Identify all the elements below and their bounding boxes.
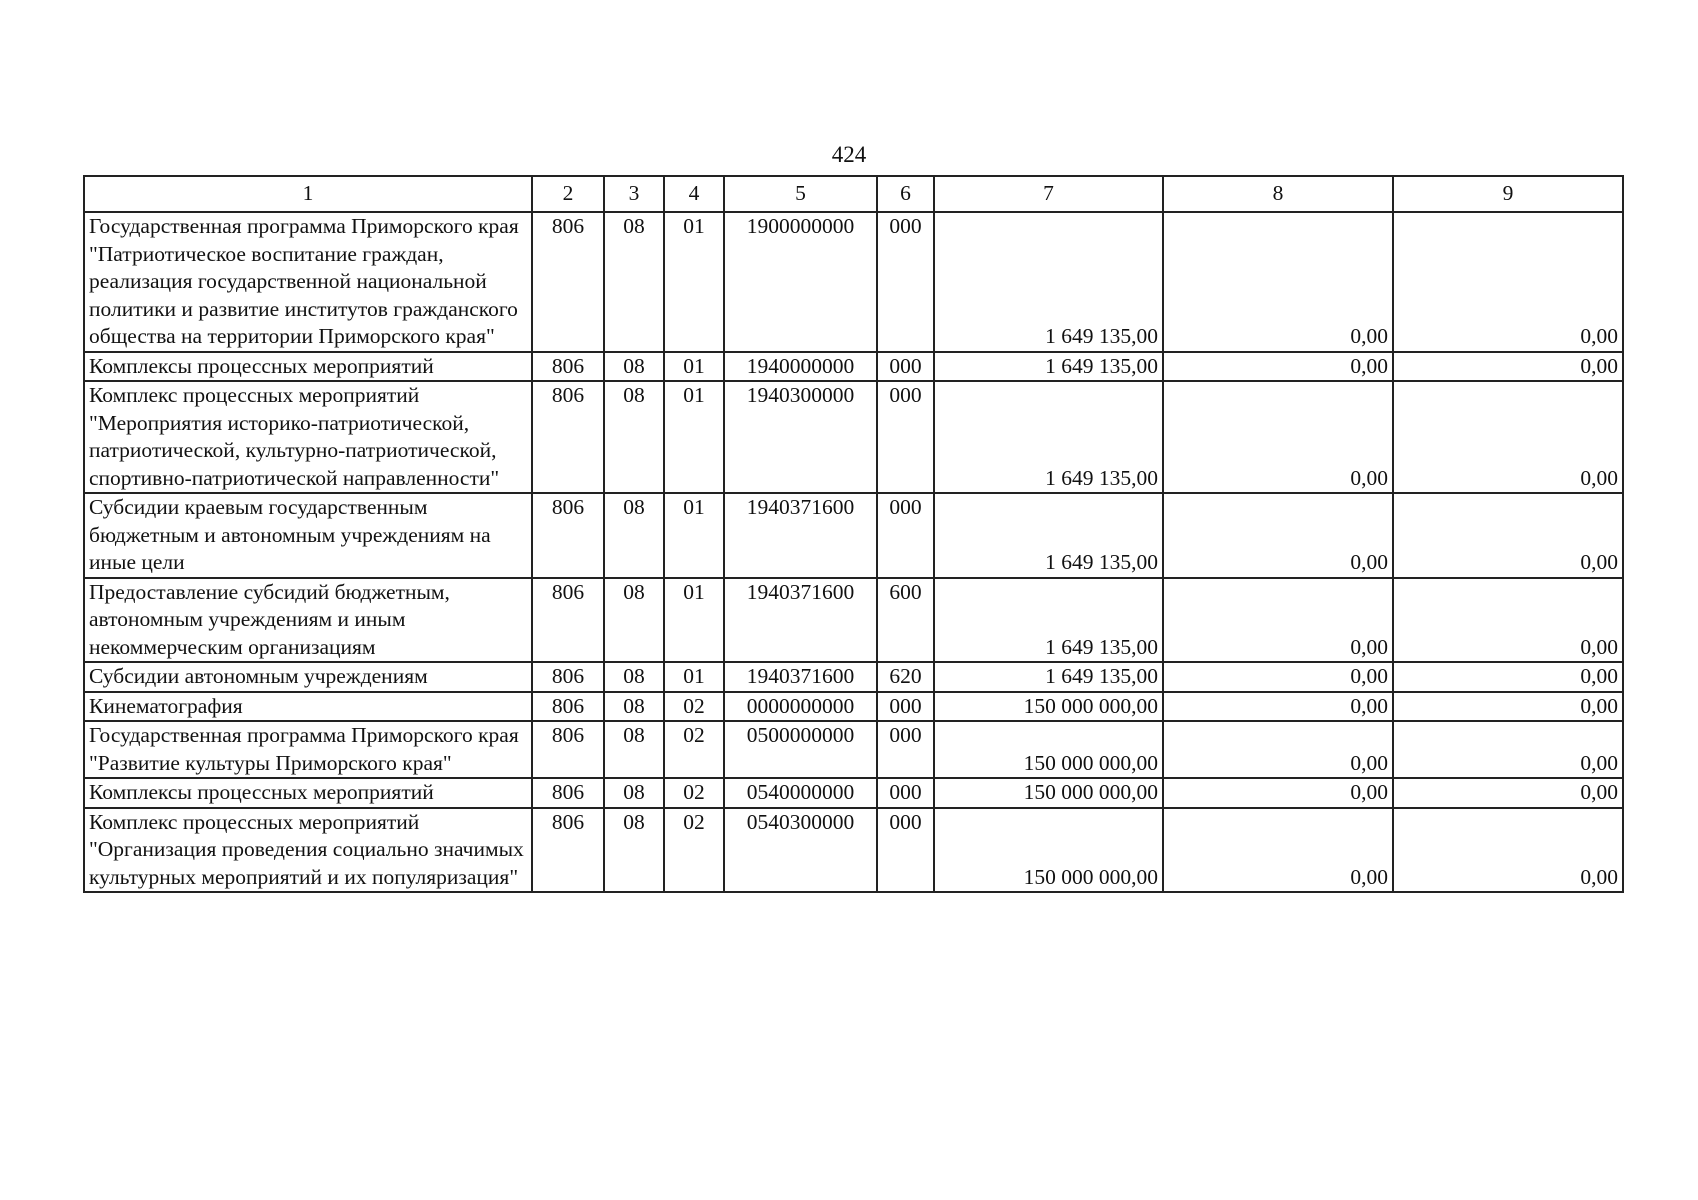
section-code-cell: 08 [604,352,664,382]
column-header-3: 3 [604,176,664,212]
amount-col9-cell: 0,00 [1393,692,1623,722]
row-name-cell: Государственная программа Приморского края "Развитие культуры Приморского края" [84,721,532,778]
amount-col7-cell: 150 000 000,00 [934,808,1163,893]
section-code-cell: 08 [604,662,664,692]
section-code-cell: 08 [604,808,664,893]
subsection-code-cell: 01 [664,662,724,692]
expense-type-cell: 000 [877,352,934,382]
amount-col7-cell: 1 649 135,00 [934,212,1163,352]
admin-code-cell: 806 [532,778,604,808]
amount-col8-cell: 0,00 [1163,493,1393,578]
table-row [84,692,1623,722]
amount-col7-cell: 1 649 135,00 [934,381,1163,493]
subsection-code-cell: 01 [664,493,724,578]
table-row [84,493,1623,578]
target-article-cell: 0540300000 [724,808,877,893]
expense-type-cell: 000 [877,721,934,778]
subsection-code-cell: 01 [664,352,724,382]
admin-code-cell: 806 [532,381,604,493]
amount-col8-cell: 0,00 [1163,808,1393,893]
expense-type-cell: 000 [877,212,934,352]
section-code-cell: 08 [604,212,664,352]
admin-code-cell: 806 [532,212,604,352]
amount-col8-cell: 0,00 [1163,692,1393,722]
column-header-7: 7 [934,176,1163,212]
subsection-code-cell: 01 [664,578,724,663]
section-code-cell: 08 [604,381,664,493]
subsection-code-cell: 02 [664,808,724,893]
section-code-cell: 08 [604,578,664,663]
subsection-code-cell: 02 [664,692,724,722]
row-name-cell: Комплексы процессных мероприятий [84,778,532,808]
subsection-code-cell: 02 [664,721,724,778]
amount-col9-cell: 0,00 [1393,721,1623,778]
amount-col7-cell: 1 649 135,00 [934,352,1163,382]
row-name-cell: Предоставление субсидий бюджетным, автономным учреждениям и иным некоммерческим организациям [84,578,532,663]
admin-code-cell: 806 [532,692,604,722]
table-row [84,721,1623,778]
admin-code-cell: 806 [532,352,604,382]
expense-type-cell: 620 [877,662,934,692]
expense-type-cell: 000 [877,692,934,722]
target-article-cell: 1940371600 [724,662,877,692]
amount-col8-cell: 0,00 [1163,352,1393,382]
column-header-6: 6 [877,176,934,212]
row-name-cell: Кинематография [84,692,532,722]
subsection-code-cell: 01 [664,381,724,493]
column-header-4: 4 [664,176,724,212]
amount-col7-cell: 150 000 000,00 [934,721,1163,778]
subsection-code-cell: 01 [664,212,724,352]
row-name-cell: Субсидии автономным учреждениям [84,662,532,692]
table-row [84,381,1623,493]
table-row [84,662,1623,692]
column-header-5: 5 [724,176,877,212]
target-article-cell: 0540000000 [724,778,877,808]
subsection-code-cell: 02 [664,778,724,808]
target-article-cell: 0000000000 [724,692,877,722]
amount-col7-cell: 150 000 000,00 [934,778,1163,808]
amount-col8-cell: 0,00 [1163,578,1393,663]
target-article-cell: 1900000000 [724,212,877,352]
row-name-cell: Комплексы процессных мероприятий [84,352,532,382]
amount-col9-cell: 0,00 [1393,352,1623,382]
amount-col9-cell: 0,00 [1393,381,1623,493]
admin-code-cell: 806 [532,808,604,893]
amount-col7-cell: 1 649 135,00 [934,578,1163,663]
row-name-cell: Субсидии краевым государственным бюджетным и автономным учреждениям на иные цели [84,493,532,578]
column-header-9: 9 [1393,176,1623,212]
section-code-cell: 08 [604,721,664,778]
amount-col7-cell: 150 000 000,00 [934,692,1163,722]
table-header-row [84,176,1623,212]
amount-col9-cell: 0,00 [1393,493,1623,578]
expense-type-cell: 000 [877,381,934,493]
amount-col9-cell: 0,00 [1393,808,1623,893]
row-name-cell: Государственная программа Приморского края "Патриотическое воспитание граждан, реализация государственной национальной политики и развитие институтов гражданского общества на территории Приморского края" [84,212,532,352]
section-code-cell: 08 [604,493,664,578]
row-name-cell: Комплекс процессных мероприятий "Мероприятия историко-патриотической, патриотической, культурно-патриотической, спортивно-патриотической направленности" [84,381,532,493]
table-row [84,808,1623,893]
table-row [84,578,1623,663]
target-article-cell: 1940300000 [724,381,877,493]
amount-col9-cell: 0,00 [1393,212,1623,352]
column-header-1: 1 [84,176,532,212]
amount-col8-cell: 0,00 [1163,662,1393,692]
admin-code-cell: 806 [532,721,604,778]
target-article-cell: 0500000000 [724,721,877,778]
amount-col9-cell: 0,00 [1393,578,1623,663]
table-row [84,212,1623,352]
table-row [84,352,1623,382]
amount-col8-cell: 0,00 [1163,721,1393,778]
expense-type-cell: 000 [877,778,934,808]
table-row [84,778,1623,808]
column-header-2: 2 [532,176,604,212]
target-article-cell: 1940371600 [724,578,877,663]
page-number: 424 [831,142,867,167]
column-header-8: 8 [1163,176,1393,212]
expense-type-cell: 600 [877,578,934,663]
admin-code-cell: 806 [532,493,604,578]
admin-code-cell: 806 [532,578,604,663]
budget-table [83,175,1624,893]
target-article-cell: 1940371600 [724,493,877,578]
row-name-cell: Комплекс процессных мероприятий "Организация проведения социально значимых культурных мероприятий и их популяризация" [84,808,532,893]
target-article-cell: 1940000000 [724,352,877,382]
amount-col7-cell: 1 649 135,00 [934,493,1163,578]
amount-col9-cell: 0,00 [1393,662,1623,692]
admin-code-cell: 806 [532,662,604,692]
amount-col8-cell: 0,00 [1163,212,1393,352]
expense-type-cell: 000 [877,808,934,893]
section-code-cell: 08 [604,778,664,808]
section-code-cell: 08 [604,692,664,722]
amount-col8-cell: 0,00 [1163,778,1393,808]
amount-col9-cell: 0,00 [1393,778,1623,808]
expense-type-cell: 000 [877,493,934,578]
amount-col7-cell: 1 649 135,00 [934,662,1163,692]
amount-col8-cell: 0,00 [1163,381,1393,493]
